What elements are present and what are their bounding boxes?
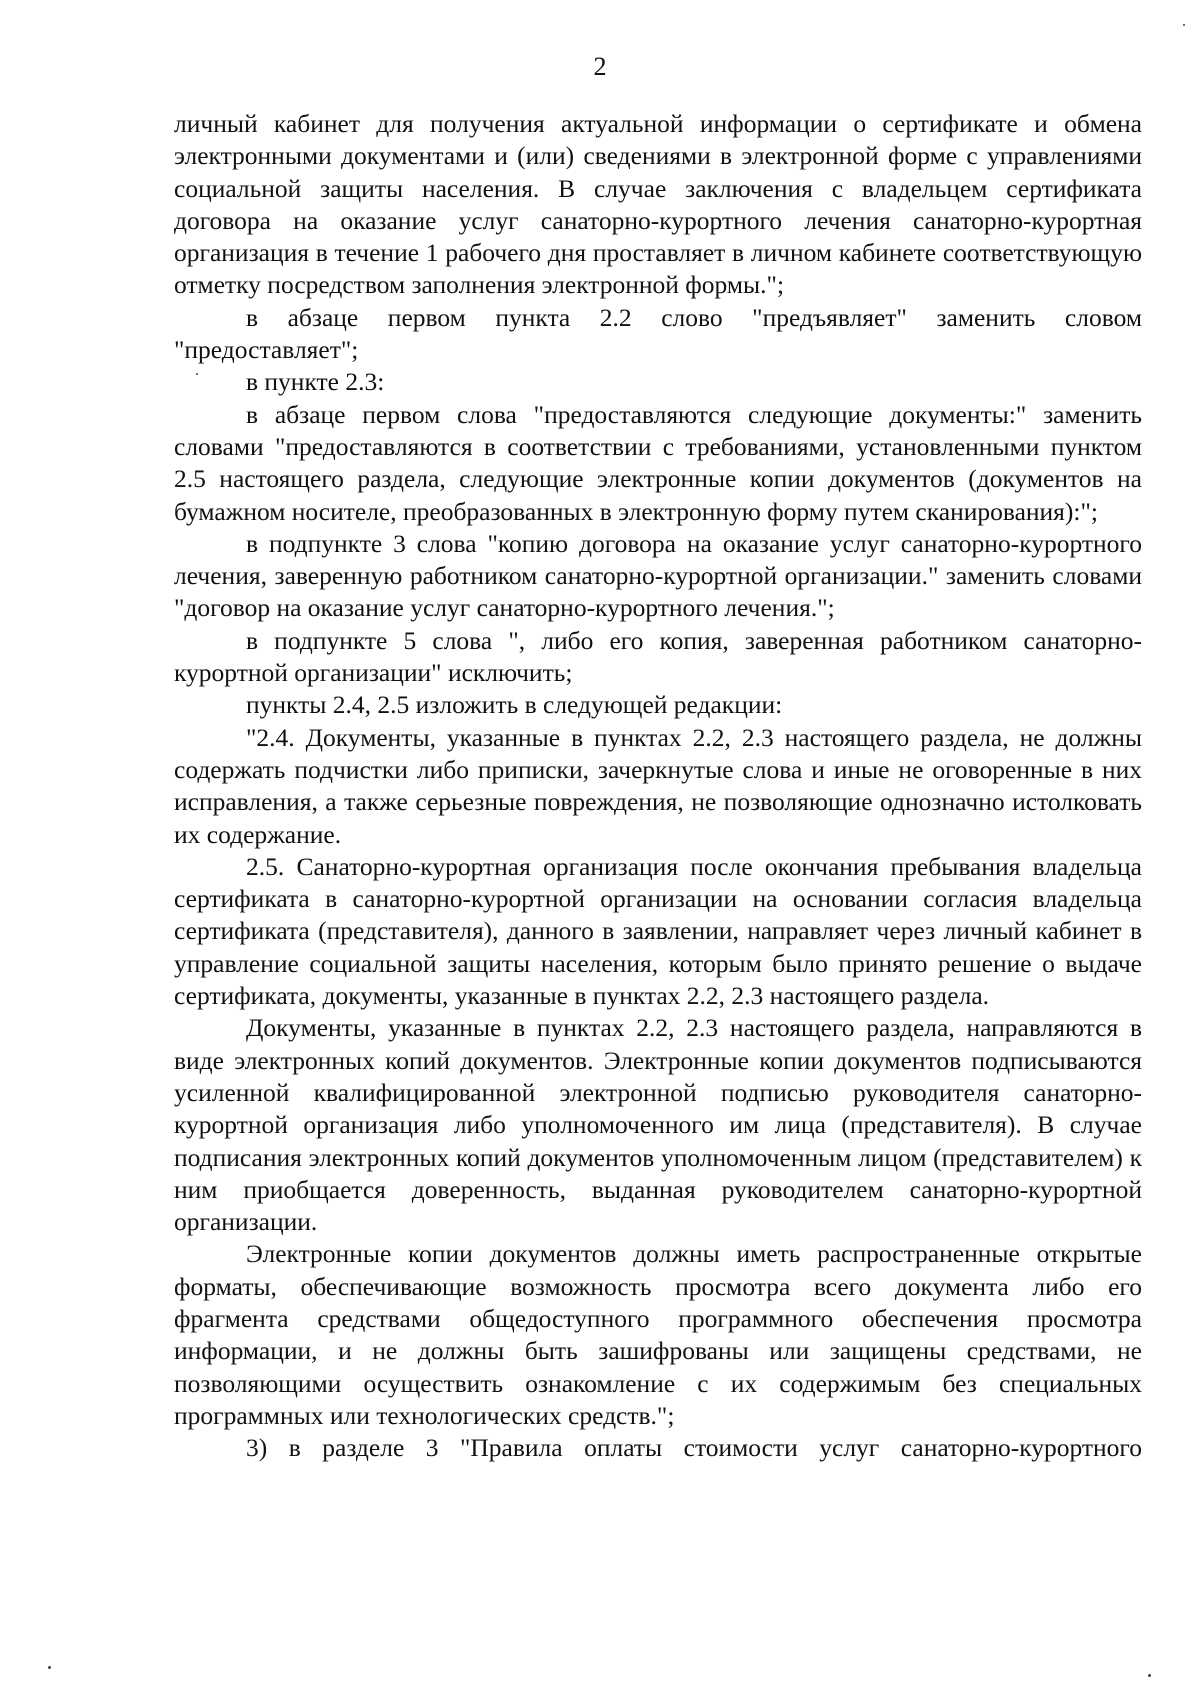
paragraph: в подпункте 5 слова ", либо его копия, заверенная работником санаторно-курортной организации" исключить; — [174, 625, 1142, 688]
paragraph: пункты 2.4, 2.5 изложить в следующей редакции: — [246, 690, 783, 720]
paragraph: в абзаце первом слова "предоставляются следующие документы:" заменить словами "предоставляются в соответствии с требованиями, установленными пунктом 2.5 настоящего раздела, следующие электронные копии документов (документов на бумажном носителе, преобразованных в электронную форму путем сканирования):"; — [174, 399, 1142, 526]
paragraph: Электронные копии документов должны иметь распространенные открытые форматы, обеспечивающие возможность просмотра всего документа либо его фрагмента средствами общедоступного программного обеспечения просмотра информации, и не должны быть зашифрованы или защищены средствами, не позволяющими осуществить ознакомление с их содержимым без специальных программных или технологических средств."; — [174, 1239, 1142, 1430]
document-body — [174, 108, 1142, 1464]
paragraph: личный кабинет для получения актуальной информации о сертификате и обмена электронными документами и (или) сведениями в электронной форме с управлениями социальной защиты населения. В случае заключения с владельцем сертификата договора на оказание услуг санаторно-курортного лечения санаторно-курортная организация в течение 1 рабочего дня проставляет в личном кабинете соответствующую отметку посредством заполнения электронной формы."; — [174, 109, 1142, 300]
scan-speck — [1183, 24, 1185, 26]
paragraph-last: 3) в разделе 3 "Правила оплаты стоимости услуг санаторно-курортного — [246, 1433, 1142, 1463]
paragraph: 2.5. Санаторно-курортная организация после окончания пребывания владельца сертификата в санаторно-курортной организации на основании согласия владельца сертификата (представителя), данного в заявлении, направляет через личный кабинет в управление социальной защиты населения, которым было принято решение о выдаче сертификата, документы, указанные в пунктах 2.2, 2.3 настоящего раздела. — [174, 851, 1142, 1011]
scan-speck — [48, 1666, 51, 1669]
paragraph: в пункте 2.3: — [246, 367, 385, 397]
paragraph: Документы, указанные в пунктах 2.2, 2.3 настоящего раздела, направляются в виде электронных копий документов. Электронные копии документов подписываются усиленной квалифицированной электронной подписью руководителя санаторно-курортной организация либо уполномоченного им лица (представителя). В случае подписания электронных копий документов уполномоченным лицом (представителем) к ним приобщается доверенность, выданная руководителем санаторно-курортной организации. — [174, 1013, 1142, 1237]
paragraph: в подпункте 3 слова "копию договора на оказание услуг санаторно-курортного лечения, заверенную работником санаторно-курортной организации." заменить словами "договор на оказание услуг санаторно-курортного лечения."; — [174, 528, 1142, 623]
paragraph: в абзаце первом пункта 2.2 слово "предъявляет" заменить словом "предоставляет"; — [174, 302, 1142, 365]
page-number: 2 — [593, 52, 607, 81]
paragraph: "2.4. Документы, указанные в пунктах 2.2, 2.3 настоящего раздела, не должны содержать подчистки либо приписки, зачеркнутые слова и иные не оговоренные в них исправления, а также серьезные повреждения, не позволяющие однозначно истолковать их содержание. — [174, 722, 1142, 849]
scan-speck — [196, 373, 198, 375]
scan-speck — [1148, 1674, 1151, 1677]
